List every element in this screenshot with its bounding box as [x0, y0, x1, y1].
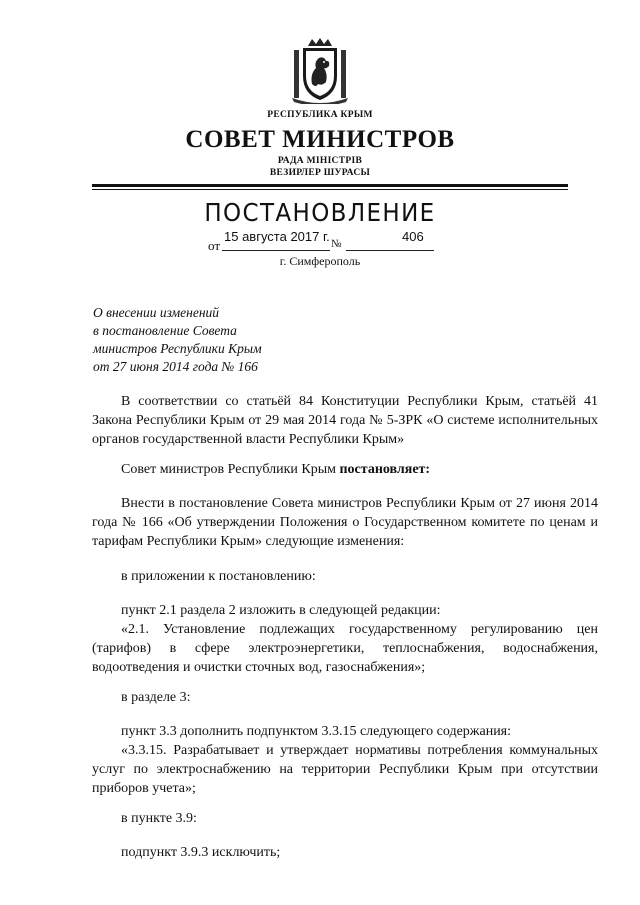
coat-of-arms-icon	[288, 36, 352, 104]
number-underline	[346, 250, 434, 251]
header-divider-thick	[92, 184, 568, 187]
decision-keyword: постановляет:	[339, 462, 431, 477]
document-number: 406	[402, 229, 424, 244]
council-title: СОВЕТ МИНИСТРОВ	[185, 126, 455, 153]
paragraph-item-3-3-15: «3.3.15. Разрабатывает и утверждает нормативы потребления коммунальных услуг по электроснабжению на территории Республики Крым при отсутствии приборов учета»;	[92, 743, 598, 796]
republic-label: РЕСПУБЛИКА КРЫМ	[267, 110, 373, 120]
paragraph-decision	[92, 460, 598, 479]
city-label: г. Симферополь	[279, 254, 361, 268]
number-label: №	[331, 238, 342, 250]
document-date: 15 августа 2017 г.	[224, 229, 330, 244]
decision-text: Совет министров Республики Крым	[121, 462, 340, 477]
paragraph-item-2-1-text: «2.1. Установление подлежащих государственному регулированию цен (тарифов) в сфере электроэнергетики, теплоснабжения, водоснабжения, водоотведения и очистки сточных вод, газоснабжения»;	[92, 622, 598, 675]
date-underline	[222, 250, 330, 251]
paragraph-section-3: в разделе 3:	[121, 690, 191, 705]
date-prefix: от	[208, 238, 221, 253]
document-type-title: ПОСТАНОВЛЕНИЕ	[204, 198, 436, 227]
paragraph-subitem-3-9-3: подпункт 3.9.3 исключить;	[121, 845, 281, 860]
subject-line: от 27 июня 2014 года № 166	[93, 359, 258, 374]
paragraph-item-3-9: в пункте 3.9:	[121, 811, 197, 826]
paragraph-preamble: В соответствии со статьёй 84 Конституции Республики Крым, статьёй 41 Закона Республики Крым от 29 мая 2014 года № 5-ЗРК «О системе исполнительных органов государственной власти Республики Крым»	[92, 394, 598, 447]
paragraph-annex: в приложении к постановлению:	[121, 569, 316, 584]
header-divider-thin	[92, 189, 568, 190]
subject-line: в постановление Совета	[93, 323, 237, 338]
paragraph-item-2-1: пункт 2.1 раздела 2 изложить в следующей редакции:	[121, 603, 441, 618]
crimean-tatar-title: ВЕЗИРЛЕР ШУРАСЫ	[269, 168, 371, 178]
ukrainian-title: РАДА МІНІСТРІВ	[277, 156, 363, 166]
subject-line: О внесении изменений	[93, 305, 220, 320]
paragraph-amend: Внести в постановление Совета министров Республики Крым от 27 июня 2014 года № 166 «Об утверждении Положения о Государственном комитете по ценам и тарифам Республики Крым» следующие изменения:	[92, 496, 598, 549]
document-subject	[93, 304, 393, 376]
subject-line: министров Республики Крым	[93, 341, 262, 356]
paragraph-item-3-3: пункт 3.3 дополнить подпунктом 3.3.15 следующего содержания:	[121, 724, 512, 739]
